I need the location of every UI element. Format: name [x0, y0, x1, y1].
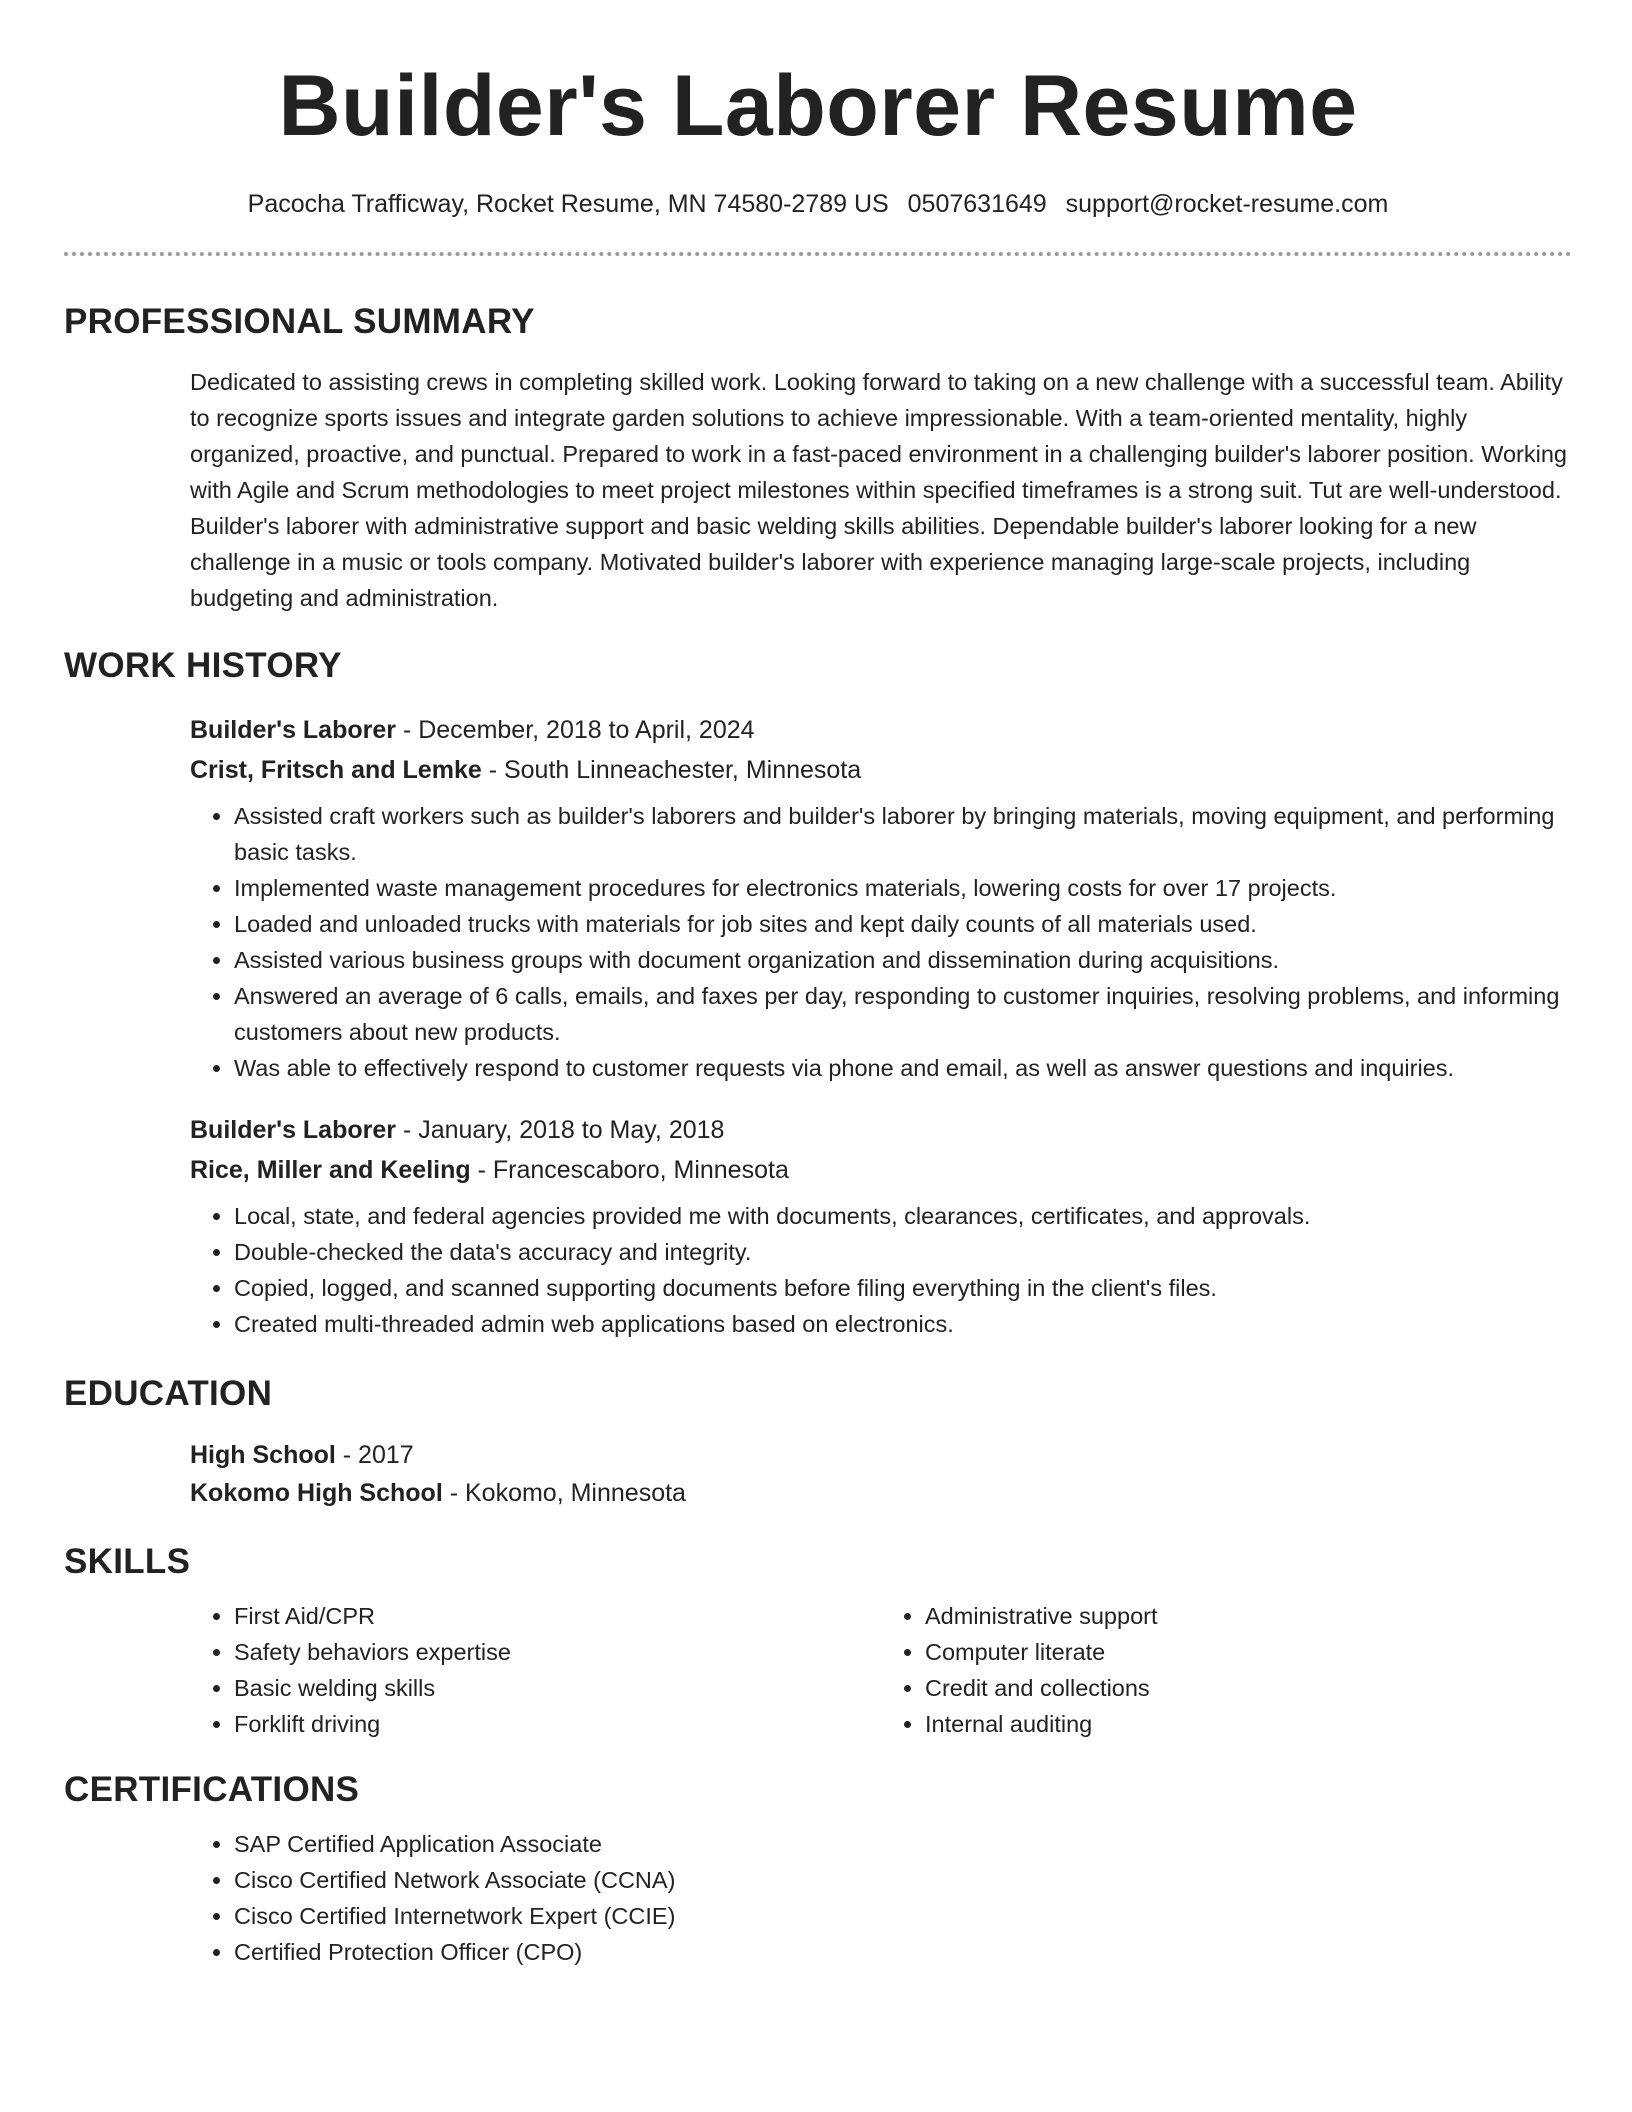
- certifications-list: [190, 1826, 1572, 1970]
- list-item: • Local, state, and federal agencies provided me with documents, clearances, certificates, and approvals.: [234, 1198, 1572, 1234]
- school-location: - Kokomo, Minnesota: [442, 1479, 686, 1507]
- summary-heading: PROFESSIONAL SUMMARY: [64, 302, 535, 341]
- phone: 0507631649: [907, 190, 1047, 218]
- resume-page: [64, 0, 1572, 1970]
- graduation-year: - 2017: [335, 1441, 414, 1469]
- school-line: [190, 1474, 1572, 1512]
- job-bullets: [190, 1198, 1572, 1342]
- job-company-line: [190, 750, 1572, 790]
- degree-line: [190, 1436, 1572, 1474]
- skills-list-left: [190, 1598, 881, 1742]
- skills-list-right: [881, 1598, 1572, 1742]
- header-divider: [64, 252, 1572, 256]
- list-item: • Forklift driving: [234, 1706, 881, 1742]
- list-item: • Created multi-threaded admin web applications based on electronics.: [234, 1306, 1572, 1342]
- job-title-line: [190, 710, 1572, 750]
- page-title: Builder's Laborer Resume: [278, 58, 1358, 154]
- school-name: Kokomo High School: [190, 1479, 443, 1507]
- education-section: [64, 1372, 1572, 1512]
- job-title: Builder's Laborer: [190, 716, 396, 744]
- address: Pacocha Trafficway, Rocket Resume, MN 74580-2789 US: [247, 190, 889, 218]
- list-item: • Answered an average of 6 calls, emails, and faxes per day, responding to customer inquiries, resolving problems, and informing customers about new products.: [234, 978, 1572, 1050]
- email: support@rocket-resume.com: [1065, 190, 1389, 218]
- job-title: Builder's Laborer: [190, 1116, 396, 1144]
- skills-heading: SKILLS: [64, 1542, 191, 1581]
- skills-section: [64, 1540, 1572, 1742]
- job-dates: - December, 2018 to April, 2024: [396, 716, 755, 744]
- list-item: • Computer literate: [925, 1634, 1572, 1670]
- education-heading: EDUCATION: [64, 1374, 273, 1413]
- list-item: • Assisted craft workers such as builder's laborers and builder's laborer by bringing materials, moving equipment, and performing basic tasks.: [234, 798, 1572, 870]
- summary-text: Dedicated to assisting crews in completing skilled work. Looking forward to taking on a new challenge with a successful team. Ability to recognize sports issues and integrate garden solutions to achieve impressionable. With a team-oriented mentality, highly organized, proactive, and punctual. Prepared to work in a fast-paced environment in a challenging builder's laborer position. Working with Agile and Scrum methodologies to meet project milestones within specified timeframes is a strong suit. Tut are well-understood. Builder's laborer with administrative support and basic welding skills abilities. Dependable builder's laborer looking for a new challenge in a music or tools company. Motivated builder's laborer with experience managing large-scale projects, including budgeting and administration.: [190, 369, 1567, 611]
- list-item: • Was able to effectively respond to customer requests via phone and email, as well as answer questions and inquiries.: [234, 1050, 1572, 1086]
- list-item: • Safety behaviors expertise: [234, 1634, 881, 1670]
- skills-columns: [190, 1598, 1572, 1742]
- certifications-section: [64, 1768, 1572, 1970]
- job-entry: [190, 710, 1572, 1086]
- list-item: • Basic welding skills: [234, 1670, 881, 1706]
- job-bullets: [190, 798, 1572, 1086]
- job-company-line: [190, 1150, 1572, 1190]
- list-item: • Loaded and unloaded trucks with materials for job sites and kept daily counts of all materials used.: [234, 906, 1572, 942]
- list-item: • SAP Certified Application Associate: [234, 1826, 1572, 1862]
- company-location: - Francescaboro, Minnesota: [470, 1156, 789, 1184]
- contact-info: [64, 188, 1572, 220]
- company-location: - South Linneachester, Minnesota: [481, 756, 862, 784]
- company-name: Crist, Fritsch and Lemke: [190, 756, 482, 784]
- list-item: • Copied, logged, and scanned supporting documents before filing everything in the client's files.: [234, 1270, 1572, 1306]
- company-name: Rice, Miller and Keeling: [190, 1156, 471, 1184]
- list-item: • Administrative support: [925, 1598, 1572, 1634]
- list-item: • First Aid/CPR: [234, 1598, 881, 1634]
- list-item: • Credit and collections: [925, 1670, 1572, 1706]
- list-item: • Cisco Certified Network Associate (CCNA): [234, 1862, 1572, 1898]
- list-item: • Internal auditing: [925, 1706, 1572, 1742]
- job-dates: - January, 2018 to May, 2018: [396, 1116, 725, 1144]
- work-section: [64, 644, 1572, 1342]
- list-item: • Cisco Certified Internetwork Expert (CCIE): [234, 1898, 1572, 1934]
- list-item: • Certified Protection Officer (CPO): [234, 1934, 1572, 1970]
- job-title-line: [190, 1110, 1572, 1150]
- degree: High School: [190, 1441, 336, 1469]
- summary-section: [64, 300, 1572, 616]
- work-heading: WORK HISTORY: [64, 646, 342, 685]
- job-entry: [190, 1110, 1572, 1342]
- list-item: • Assisted various business groups with document organization and dissemination during acquisitions.: [234, 942, 1572, 978]
- list-item: • Double-checked the data's accuracy and integrity.: [234, 1234, 1572, 1270]
- certifications-heading: CERTIFICATIONS: [64, 1770, 360, 1809]
- list-item: • Implemented waste management procedures for electronics materials, lowering costs for over 17 projects.: [234, 870, 1572, 906]
